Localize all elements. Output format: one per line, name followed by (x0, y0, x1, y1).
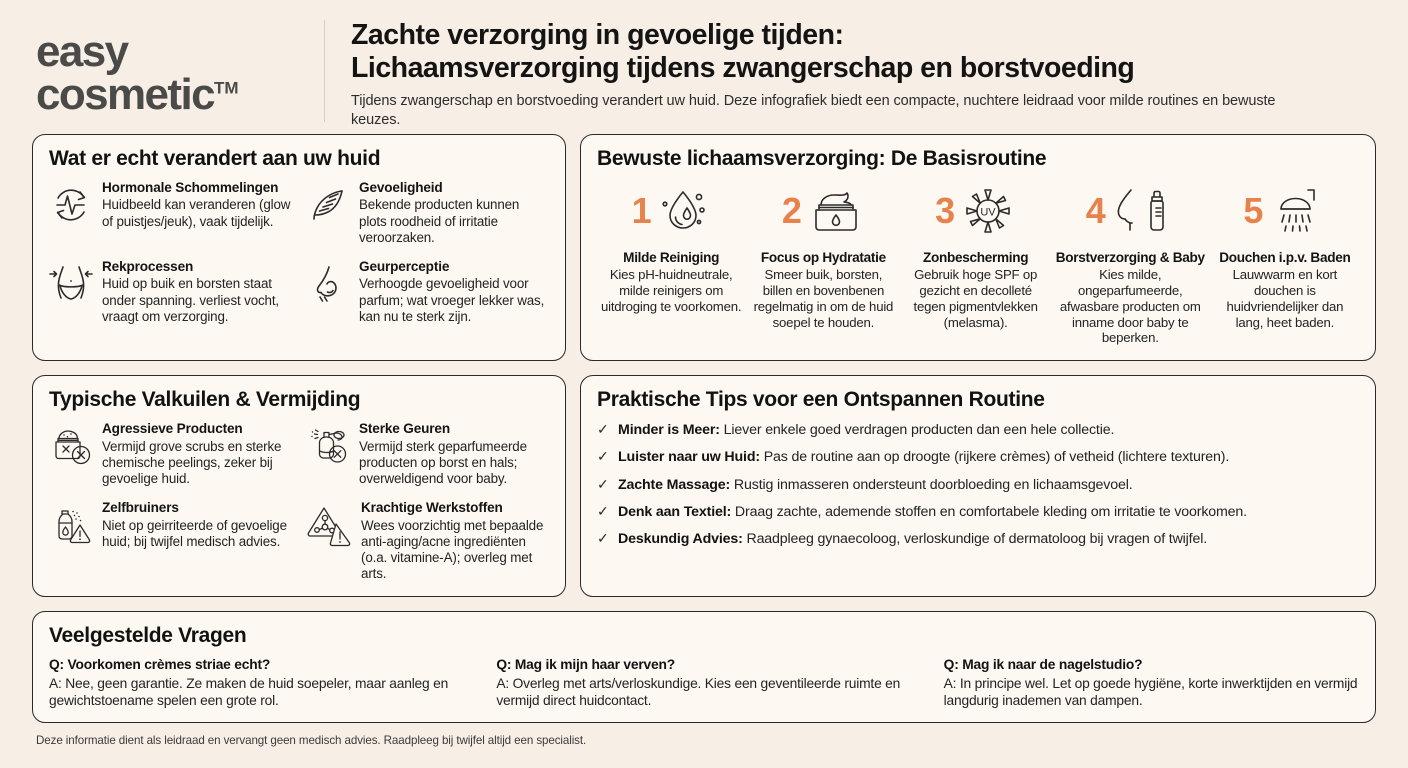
tips-card-title: Praktische Tips voor een Ontspannen Routine (597, 388, 1045, 412)
routine-step-4 (1054, 180, 1207, 346)
faq-question: Q: Mag ik mijn haar verven? (496, 657, 675, 673)
change-text: Huidbeeld kan veranderen (glow of puistjes/jeuk), vaak tijdelijk. (102, 197, 291, 229)
change-item-body (359, 259, 549, 325)
step-text: Kies milde, ongeparfumeerde, afwasbare producten om inname door baby te beperken. (1059, 267, 1201, 346)
faq-question: Q: Mag ik naar de nagelstudio? (943, 657, 1143, 673)
brand-line-2: cosmetic™ (36, 70, 239, 119)
routine-step-5 (1211, 180, 1359, 346)
cream-jar-icon (807, 184, 865, 238)
step-number: 4 (1085, 190, 1106, 231)
pitfall-item-strong-scents (306, 421, 549, 487)
faq-answer: A: Nee, geen garantie. Ze maken de huid soepeler, maar aanleg en gewichtstoename spelen een grote rol. (49, 676, 449, 709)
change-text: Bekende producten kunnen plots roodheid of irritatie veroorzaken. (359, 197, 520, 245)
routine-step-top (751, 180, 895, 242)
water-drop-icon (657, 184, 711, 238)
page-title-line-1: Zachte verzorging in gevoelige tijden: (351, 19, 844, 52)
tip-item (597, 448, 1359, 466)
tip-label: Luister naar uw Huid: (618, 449, 760, 466)
tip-content (618, 530, 1207, 548)
change-text: Huid op buik en borsten staat onder spanning. verliest vocht, vraagt om verzorging. (102, 276, 279, 324)
change-item-body (102, 180, 292, 230)
self-tanner-warning-icon (49, 500, 93, 546)
hormone-cycle-icon (49, 180, 93, 226)
tip-label: Zachte Massage: (618, 476, 731, 493)
header (32, 14, 1376, 132)
routine-card-title: Bewuste lichaamsverzorging: De Basisroutine (597, 147, 1047, 170)
pitfall-item-body (361, 500, 549, 582)
step-heading: Borstverzorging & Baby (1055, 250, 1205, 265)
step-heading: Focus op Hydratatie (760, 250, 886, 265)
routine-step-1 (597, 180, 745, 346)
change-item-body (102, 259, 292, 325)
step-heading: Douchen i.p.v. Baden (1219, 250, 1351, 265)
change-item-body (359, 180, 549, 246)
molecule-warning-icon (306, 500, 352, 546)
change-text: Verhoogde gevoeligheid voor parfum; wat vroeger lekker was, kan nu te sterk zijn. (359, 276, 545, 324)
content-row-2 (32, 375, 1376, 597)
tips-list (597, 421, 1359, 548)
faq-item (944, 657, 1359, 709)
routine-steps (597, 180, 1359, 346)
tip-label: Minder is Meer: (618, 422, 720, 439)
tip-content (618, 503, 1247, 521)
changes-card (32, 134, 566, 361)
breast-bottle-icon (1111, 184, 1175, 238)
step-text: Kies pH-huidneutrale, milde reinigers om uitdroging te voorkomen. (600, 267, 742, 314)
feather-icon (306, 180, 350, 226)
footer-disclaimer: Deze informatie dient als leidraad en vervangt geen medisch advies. Raadpleeg bij twijfel altijd een specialist. (36, 733, 587, 747)
pitfalls-card-title: Typische Valkuilen & Vermijding (49, 388, 361, 412)
shower-icon (1268, 184, 1326, 238)
check-icon: ✓ (597, 529, 609, 546)
routine-step-top (1213, 180, 1357, 242)
pitfall-item-body (359, 421, 549, 487)
change-heading: Geurperceptie (359, 258, 450, 274)
tip-content (618, 421, 1114, 439)
routine-card (580, 134, 1376, 361)
tip-label: Deskundig Advies: (618, 530, 743, 547)
changes-card-title: Wat er echt verandert aan uw huid (49, 147, 381, 170)
check-icon: ✓ (597, 448, 609, 465)
change-item-hormones (49, 180, 292, 246)
change-heading: Rekprocessen (102, 258, 194, 274)
page-subtitle: Tijdens zwangerschap en borstvoeding verandert uw huid. Deze infografiek biedt een compacte, nuchtere leidraad voor milde routines en bewuste keuzes. (351, 93, 1276, 128)
faq-card (32, 611, 1376, 722)
tip-text: Liever enkele goed verdragen producten dan een hele collectie. (723, 422, 1115, 439)
step-heading: Milde Reiniging (623, 250, 720, 265)
tip-item (597, 476, 1359, 494)
perfume-blocked-icon (306, 421, 350, 467)
tip-text: Raadpleeg gynaecoloog, verloskundige of dermatoloog bij vragen of twijfel. (746, 530, 1208, 547)
header-divider (324, 20, 325, 122)
tip-text: Draag zachte, ademende stoffen en comfortabele kleding om irritatie te voorkomen. (734, 503, 1247, 520)
brand-logo (32, 14, 324, 132)
pitfall-item-body (102, 500, 292, 550)
routine-step-top (904, 180, 1048, 242)
step-text: Smeer buik, borsten, billen en bovenbenen regelmatig in om de huid soepel te houden. (753, 267, 894, 330)
pitfall-item-harsh-products (49, 421, 292, 487)
pitfall-text: Vermijd sterk geparfumeerde producten op borst en hals; overweldigend voor baby. (359, 438, 527, 486)
step-heading: Zonbescherming (922, 250, 1029, 265)
pitfall-item-active-ingredients (306, 500, 549, 582)
tip-item (597, 530, 1359, 548)
tips-card (580, 375, 1376, 597)
routine-step-3 (902, 180, 1050, 346)
step-number: 1 (631, 190, 652, 231)
pitfall-text: Vermijd grove scrubs en sterke chemische peelings, zeker bij gevoelige huid. (102, 438, 282, 486)
page-title-line-2: Lichaamsverzorging tijdens zwangerschap en borstvoeding (351, 52, 1135, 85)
change-heading: Gevoeligheid (359, 180, 443, 195)
check-icon: ✓ (597, 421, 609, 438)
check-icon: ✓ (597, 475, 609, 492)
tip-label: Denk aan Textiel: (618, 503, 732, 520)
pitfall-heading: Krachtige Werkstoffen (361, 500, 503, 516)
scrub-jar-blocked-icon (49, 421, 93, 467)
content-row-1 (32, 134, 1376, 361)
faq-grid (49, 657, 1359, 709)
change-item-sensitivity (306, 180, 549, 246)
step-text: Lauwwarm en kort douchen is huidvriendelijker dan lang, heet baden. (1226, 267, 1344, 330)
step-number: 2 (781, 190, 802, 231)
faq-item (49, 657, 464, 709)
routine-step-top (599, 180, 743, 242)
pitfall-text: Niet op geirriteerde of gevoelige huid; bij twijfel medisch advies. (102, 517, 287, 549)
step-number: 3 (935, 190, 956, 231)
faq-card-title: Veelgestelde Vragen (49, 624, 247, 648)
tip-text: Rustig inmasseren ondersteunt doorbloeding en lichaamsgevoel. (733, 476, 1133, 493)
pitfall-text: Wees voorzichtig met bepaalde anti-aging/acne ingrediënten (o.a. vitamine-A); overleg met arts. (361, 517, 544, 582)
header-text (351, 14, 1376, 132)
nose-icon (306, 259, 350, 305)
pitfall-item-body (102, 421, 292, 487)
faq-question: Q: Voorkomen crèmes striae echt? (49, 657, 271, 673)
step-number: 5 (1243, 190, 1264, 231)
change-item-stretching (49, 259, 292, 325)
routine-step-top (1056, 180, 1205, 242)
changes-grid (49, 180, 549, 325)
pitfalls-card (32, 375, 566, 597)
step-text: Gebruik hoge SPF op gezicht en decolleté tegen pigmentvlekken (melasma). (913, 267, 1038, 330)
trademark-symbol: TM (213, 78, 239, 98)
page-title (351, 19, 1376, 85)
tip-text: Pas de routine aan op droogte (rijkere crèmes) of vetheid (lichtere texturen). (763, 449, 1230, 466)
check-icon: ✓ (597, 502, 609, 519)
tip-item (597, 503, 1359, 521)
belly-stretch-icon (49, 259, 93, 305)
pitfall-item-self-tanner (49, 500, 292, 582)
tip-item (597, 421, 1359, 439)
pitfalls-grid (49, 421, 549, 582)
brand-line-1: easy (36, 26, 128, 76)
tip-content (618, 476, 1133, 494)
faq-item (496, 657, 911, 709)
tip-content (618, 448, 1229, 466)
pitfall-heading: Zelfbruiners (102, 500, 179, 516)
svg-text:UV: UV (980, 206, 996, 219)
change-item-smell (306, 259, 549, 325)
faq-answer: A: Overleg met arts/verloskundige. Kies een geventileerde ruimte en vermijd direct huidcontact. (496, 676, 901, 709)
pitfall-heading: Sterke Geuren (359, 421, 450, 437)
uv-sun-icon (960, 184, 1016, 238)
faq-answer: A: In principe wel. Let op goede hygiëne, korte inwerktijden en vermijd langdurig inademen van dampen. (943, 676, 1358, 709)
pitfall-heading: Agressieve Producten (102, 421, 243, 437)
routine-step-2 (749, 180, 897, 346)
change-heading: Hormonale Schommelingen (102, 180, 279, 195)
